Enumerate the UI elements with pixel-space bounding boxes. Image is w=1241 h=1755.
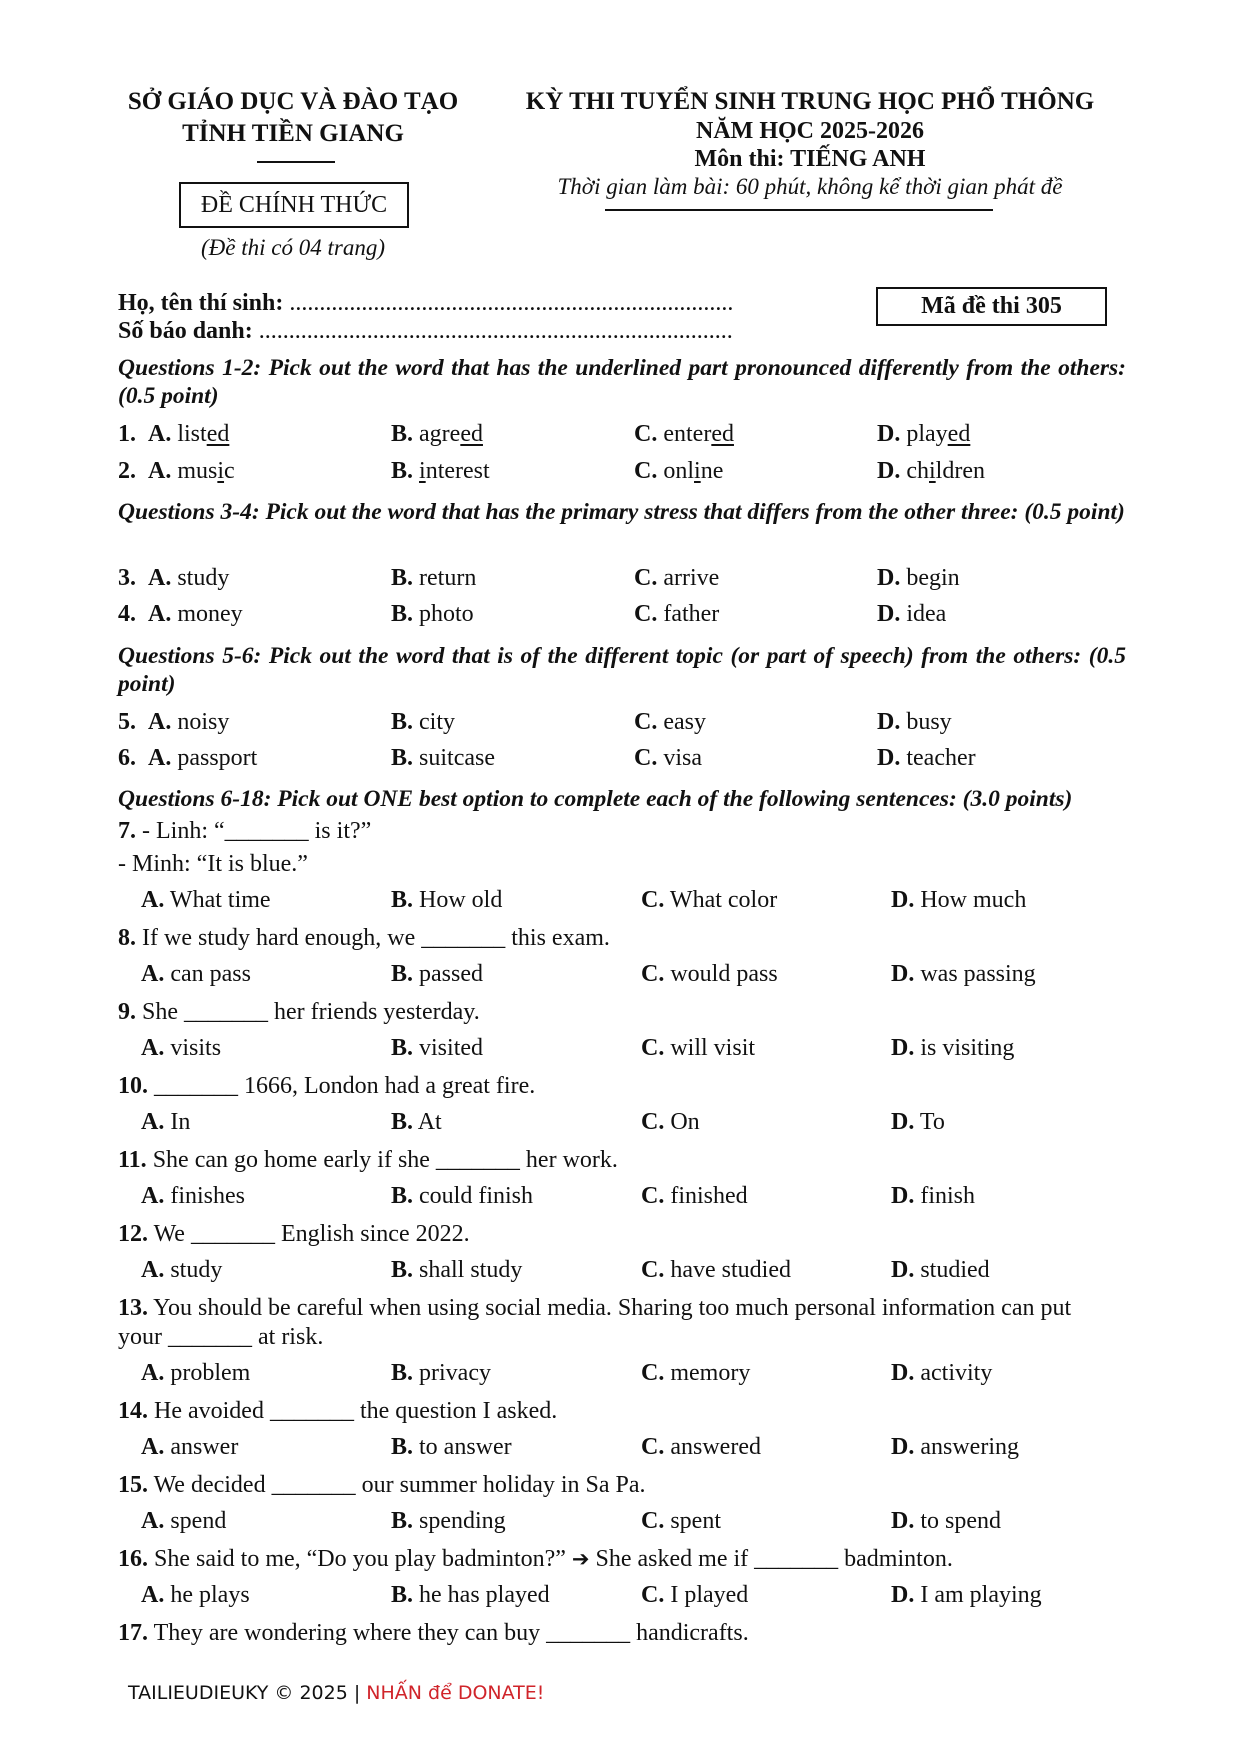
option-b: B. return	[391, 565, 477, 591]
option-a: A. What time	[141, 887, 271, 913]
option-c: C. visa	[634, 745, 703, 771]
school-year: NĂM HỌC 2025-2026	[696, 118, 924, 144]
question-number: 4.	[118, 601, 136, 627]
question-13-stem-cont: your _______ at risk.	[118, 1324, 324, 1350]
option-b: B. visited	[391, 1035, 484, 1061]
option-a: A. answer	[141, 1434, 239, 1460]
option-a: A. visits	[141, 1035, 222, 1061]
option-c: C. I played	[641, 1582, 749, 1608]
header-left-rule	[257, 161, 335, 163]
question-number: 5.	[118, 709, 136, 735]
option-a: A. money	[148, 601, 243, 627]
question-13-stem: 13. You should be careful when using social media. Sharing too much personal information can put	[118, 1295, 1072, 1321]
option-a: A. he plays	[141, 1582, 250, 1608]
option-b: B. suitcase	[391, 745, 495, 771]
question-7-options	[0, 887, 1241, 917]
option-d: D. activity	[891, 1360, 993, 1386]
option-d: D. is visiting	[891, 1035, 1015, 1061]
option-d: D. To	[891, 1109, 945, 1135]
option-a: A. problem	[141, 1360, 251, 1386]
question-number: 3.	[118, 565, 136, 591]
option-d: D. to spend	[891, 1508, 1002, 1534]
exam-title: KỲ THI TUYỂN SINH TRUNG HỌC PHỔ THÔNG	[525, 88, 1095, 115]
option-c: C. father	[634, 601, 720, 627]
option-d: D. busy	[877, 709, 952, 735]
option-b: B. spending	[391, 1508, 506, 1534]
option-d: D. teacher	[877, 745, 976, 771]
option-b: B. passed	[391, 961, 483, 987]
option-c: C. easy	[634, 709, 706, 735]
official-exam-box	[179, 182, 409, 228]
question-row-6	[0, 745, 1241, 775]
question-row-2	[0, 458, 1241, 488]
candidate-name-dots: ..........................................................................	[289, 290, 734, 316]
option-a: A. music	[148, 458, 235, 484]
option-d: D. studied	[891, 1257, 990, 1283]
exam-code: Mã đề thi 305	[921, 293, 1062, 319]
section-instruction-1: Questions 1-2: Pick out the word that has the underlined part pronounced differently from the others: (0.5 point)	[118, 355, 1126, 409]
section-instruction-4: Questions 6-18: Pick out ONE best option to complete each of the following sentences: (3.0 points)	[118, 786, 1073, 812]
option-d: D. finish	[891, 1183, 976, 1209]
option-a: A. noisy	[148, 709, 230, 735]
option-c: C. finished	[641, 1183, 748, 1209]
question-row-4	[0, 601, 1241, 631]
option-b: B. agreed	[391, 421, 483, 447]
question-row-5	[0, 709, 1241, 739]
option-d: D. children	[877, 458, 985, 484]
option-b: B. city	[391, 709, 456, 735]
option-d: D. idea	[877, 601, 947, 627]
option-d: D. was passing	[891, 961, 1036, 987]
exam-duration: Thời gian làm bài: 60 phút, không kể thời gian phát đề	[557, 174, 1063, 199]
option-c: C. On	[641, 1109, 700, 1135]
province-name: TỈNH TIỀN GIANG	[182, 120, 404, 147]
arrow-icon: ➔	[571, 1547, 590, 1571]
candidate-id-line	[118, 318, 733, 345]
page-count-note: (Đề thi có 04 trang)	[201, 235, 385, 260]
question-8-stem: 8. If we study hard enough, we _______ this exam.	[118, 925, 610, 951]
exam-code-box	[876, 287, 1107, 326]
option-a: A. study	[148, 565, 230, 591]
option-b: B. he has played	[391, 1582, 550, 1608]
donate-link[interactable]: NHẤN để DONATE!	[366, 1682, 545, 1704]
option-b: B. photo	[391, 601, 474, 627]
option-d: D. How much	[891, 887, 1027, 913]
question-number: 6.	[118, 745, 136, 771]
option-b: B. How old	[391, 887, 503, 913]
option-d: D. I am playing	[891, 1582, 1042, 1608]
question-11-options	[0, 1183, 1241, 1213]
question-row-3	[0, 565, 1241, 595]
option-c: C. answered	[641, 1434, 761, 1460]
option-a: A. study	[141, 1257, 223, 1283]
option-c: C. entered	[634, 421, 734, 447]
section-instruction-3: Questions 5-6: Pick out the word that is of the different topic (or part of speech) from the others: (0.5 point)	[118, 643, 1126, 697]
option-b: B. interest	[391, 458, 490, 484]
question-number: 1.	[118, 421, 136, 447]
header-right-rule	[605, 209, 993, 211]
option-d: D. answering	[891, 1434, 1019, 1460]
candidate-id-dots: ...............................................................................	[258, 318, 733, 344]
option-b: B. shall study	[391, 1257, 523, 1283]
question-7-reply: - Minh: “It is blue.”	[118, 851, 308, 877]
option-c: C. What color	[641, 887, 778, 913]
question-11-stem: 11. She can go home early if she _______ her work.	[118, 1147, 618, 1173]
question-12-options	[0, 1257, 1241, 1287]
question-10-stem: 10. _______ 1666, London had a great fire.	[118, 1073, 536, 1099]
footer-brand: TAILIEUDIEUKY © 2025 |	[128, 1682, 367, 1704]
question-15-stem: 15. We decided _______ our summer holiday in Sa Pa.	[118, 1472, 646, 1498]
question-12-stem: 12. We _______ English since 2022.	[118, 1221, 470, 1247]
option-d: D. begin	[877, 565, 960, 591]
option-a: A. passport	[148, 745, 258, 771]
option-b: B. privacy	[391, 1360, 491, 1386]
question-number: 2.	[118, 458, 136, 484]
department-name: SỞ GIÁO DỤC VÀ ĐÀO TẠO	[127, 88, 459, 115]
question-row-1	[0, 421, 1241, 451]
option-c: C. spent	[641, 1508, 722, 1534]
option-c: C. online	[634, 458, 724, 484]
question-10-options	[0, 1109, 1241, 1139]
option-c: C. memory	[641, 1360, 751, 1386]
option-a: A. can pass	[141, 961, 251, 987]
exam-subject: Môn thi: TIẾNG ANH	[694, 146, 926, 172]
section-instruction-2: Questions 3-4: Pick out the word that has the primary stress that differs from the other three: (0.5 point)	[118, 499, 1125, 525]
candidate-name-line	[118, 290, 733, 317]
option-a: A. listed	[148, 421, 230, 447]
question-17-stem: 17. They are wondering where they can buy _______ handicrafts.	[118, 1620, 749, 1646]
candidate-id-label: Số báo danh:	[118, 318, 253, 344]
option-a: A. In	[141, 1109, 191, 1135]
option-c: C. have studied	[641, 1257, 791, 1283]
candidate-name-label: Họ, tên thí sinh:	[118, 290, 284, 316]
option-b: B. could finish	[391, 1183, 534, 1209]
question-9-options	[0, 1035, 1241, 1065]
option-b: B. At	[391, 1109, 442, 1135]
question-9-stem: 9. She _______ her friends yesterday.	[118, 999, 480, 1025]
question-14-options	[0, 1434, 1241, 1464]
option-a: A. finishes	[141, 1183, 246, 1209]
option-d: D. played	[877, 421, 971, 447]
question-14-stem: 14. He avoided _______ the question I asked.	[118, 1398, 558, 1424]
option-c: C. will visit	[641, 1035, 756, 1061]
question-7-stem: 7. - Linh: “_______ is it?”	[118, 818, 372, 844]
question-15-options	[0, 1508, 1241, 1538]
question-8-options	[0, 961, 1241, 991]
question-16-stem: 16. She said to me, “Do you play badminton?” ➔ She asked me if _______ badminton.	[118, 1546, 953, 1572]
option-c: C. would pass	[641, 961, 778, 987]
question-13-options	[0, 1360, 1241, 1390]
option-a: A. spend	[141, 1508, 227, 1534]
option-c: C. arrive	[634, 565, 720, 591]
question-16-options	[0, 1582, 1241, 1612]
option-b: B. to answer	[391, 1434, 512, 1460]
footer	[128, 1682, 544, 1704]
official-label: ĐỀ CHÍNH THỨC	[200, 191, 388, 218]
